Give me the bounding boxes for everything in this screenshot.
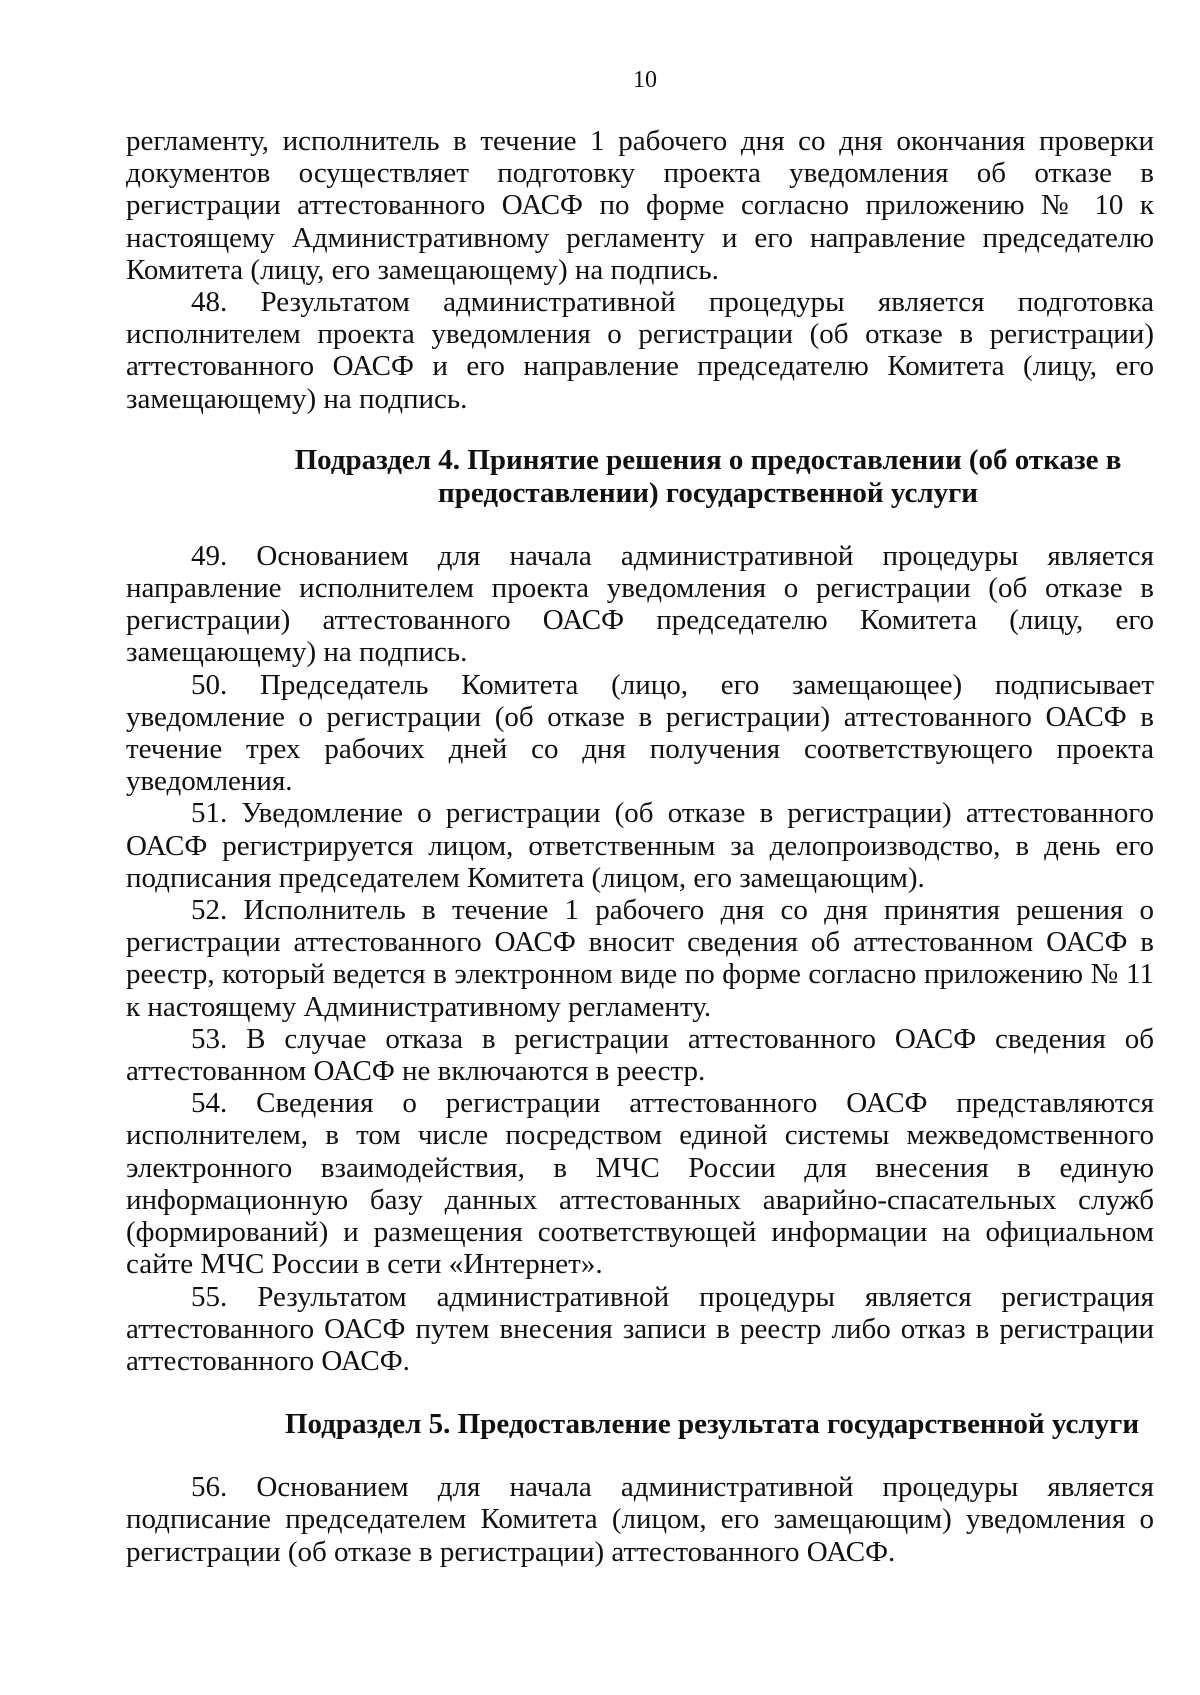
paragraph-56: 56. Основанием для начала административной процедуры является подписание председателем Комитета (лицом, его замещающим) уведомления о регистрации (об отказе в регистрации) аттестованного ОАСФ. — [126, 1471, 1154, 1568]
subsection-4-heading: Подраздел 4. Принятие решения о предоставлении (об отказе в предоставлении) государственной услуги — [294, 443, 1122, 509]
paragraph-49: 49. Основанием для начала административной процедуры является направление исполнителем проекта уведомления о регистрации (об отказе в регистрации) аттестованного ОАСФ председателю Комитета (лицу, его замещающему) на подпись. — [126, 539, 1154, 669]
paragraph-52: 52. Исполнитель в течение 1 рабочего дня со дня принятия решения о регистрации аттестованного ОАСФ вносит сведения об аттестованном ОАСФ в реестр, который ведется в электронном виде по форме согласно приложению № 11 к настоящему Административному регламенту. — [126, 894, 1154, 1023]
subsection-5-heading: Подраздел 5. Предоставление результата государственной услуги — [284, 1408, 1140, 1441]
paragraph-54: 54. Сведения о регистрации аттестованного ОАСФ представляются исполнителем, в том числе посредством единой системы межведомственного электронного взаимодействия, в МЧС России для внесения в единую информационную базу данных аттестованных аварийно-спасательных служб (формирований) и размещения соответствующей информации на официальном сайте МЧС России в сети «Интернет». — [126, 1087, 1154, 1281]
paragraph-55: 55. Результатом административной процедуры является регистрация аттестованного ОАСФ путем внесения записи в реестр либо отказ в регистрации аттестованного ОАСФ. — [126, 1280, 1154, 1377]
document-body — [126, 125, 1154, 1568]
page-number: 10 — [633, 67, 657, 93]
paragraph-50: 50. Председатель Комитета (лицо, его замещающее) подписывает уведомление о регистрации (об отказе в регистрации) аттестованного ОАСФ в течение трех рабочих дней со дня получения соответствующего проекта уведомления. — [126, 668, 1154, 798]
paragraph-51: 51. Уведомление о регистрации (об отказе в регистрации) аттестованного ОАСФ регистрируется лицом, ответственным за делопроизводство, в день его подписания председателем Комитета (лицом, его замещающим). — [126, 797, 1154, 894]
paragraph-47-continuation: регламенту, исполнитель в течение 1 рабочего дня со дня окончания проверки документов осуществляет подготовку проекта уведомления об отказе в регистрации аттестованного ОАСФ по форме согласно приложению № 10 к настоящему Административному регламенту и его направление председателю Комитета (лицу, его замещающему) на подпись. — [126, 125, 1154, 286]
paragraph-48: 48. Результатом административной процедуры является подготовка исполнителем проекта уведомления о регистрации (об отказе в регистрации) аттестованного ОАСФ и его направление председателю Комитета (лицу, его замещающему) на подпись. — [126, 286, 1154, 415]
paragraph-53: 53. В случае отказа в регистрации аттестованного ОАСФ сведения об аттестованном ОАСФ не включаются в реестр. — [126, 1022, 1154, 1088]
